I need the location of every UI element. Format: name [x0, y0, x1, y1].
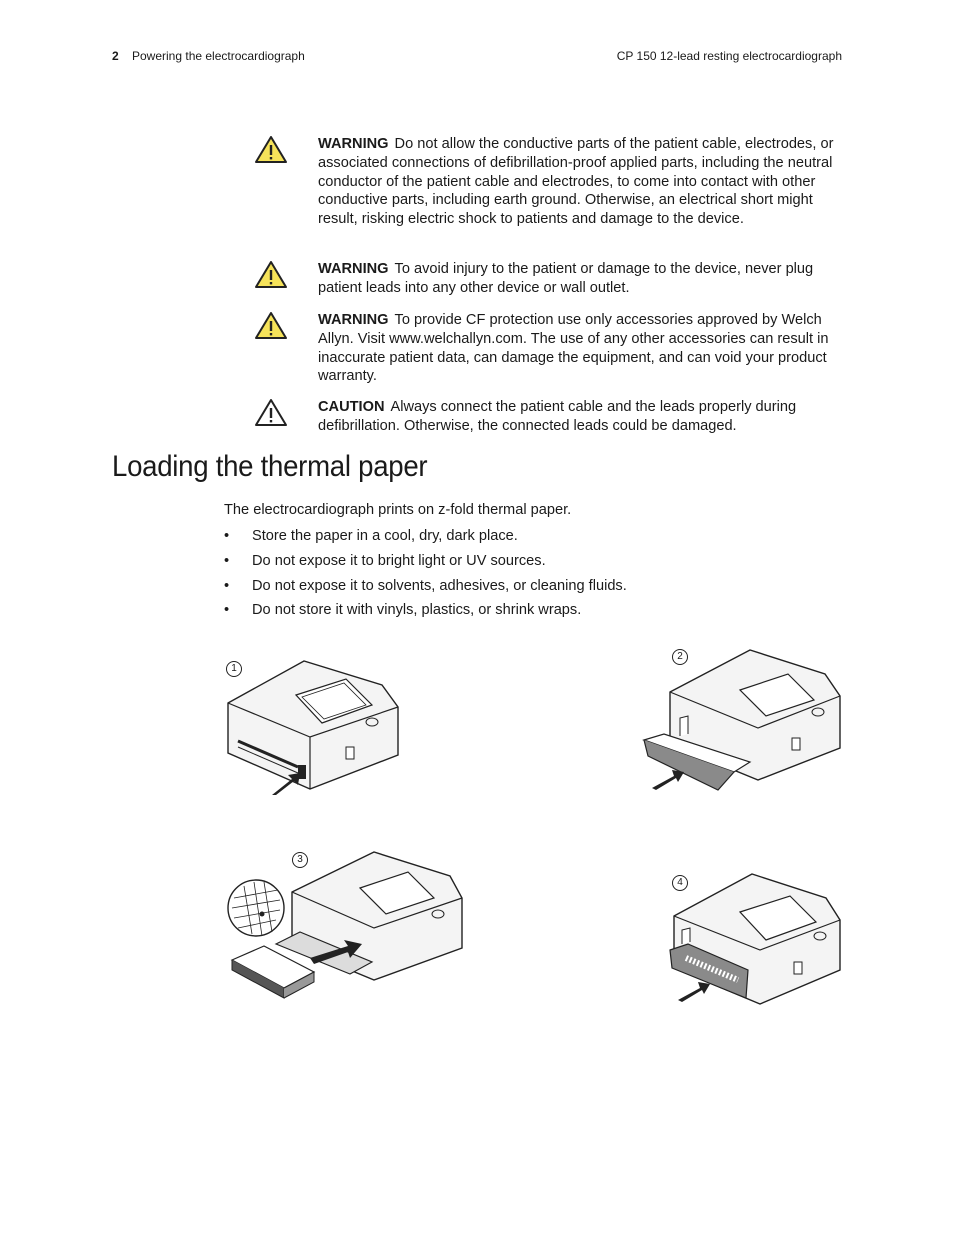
warning-notice-3 — [254, 311, 844, 389]
bullet-symbol: • — [224, 528, 230, 544]
device-illustration — [222, 655, 402, 795]
warning-notice-1 — [254, 135, 844, 250]
figure-step-4 — [664, 870, 844, 1010]
step-number: 1 — [226, 661, 242, 677]
caution-triangle-icon — [254, 398, 288, 428]
list-item-text: Do not store it with vinyls, plastics, or shrink wraps. — [252, 602, 582, 619]
device-illustration — [664, 870, 844, 1010]
page-header — [112, 49, 842, 67]
bullet-symbol: • — [224, 577, 230, 594]
notice-keyword: CAUTION — [318, 399, 385, 415]
bullet-symbol: • — [224, 602, 230, 619]
page-number: 2 — [112, 49, 119, 63]
notice-text — [318, 311, 844, 386]
notice-text — [318, 260, 844, 298]
caution-notice — [254, 398, 844, 438]
list-item-text: Do not expose it to bright light or UV sources. — [252, 552, 546, 569]
device-illustration — [224, 848, 464, 1008]
notice-body: Do not allow the conductive parts of the patient cable, electrodes, or associated connections of defibrillation-proof applied parts, including the neutral conductor of the patient cable and electrodes, to come into contact with other conductive parts, including earth ground. Otherwise, an electrical short might result, risking electric shock to patients and damage to the device. — [318, 136, 834, 228]
notice-body: Always connect the patient cable and the leads properly during defibrillation. Otherwise, the connected leads could be damaged. — [318, 399, 797, 434]
step-number: 3 — [292, 852, 308, 868]
step-number: 4 — [672, 875, 688, 891]
notice-keyword: WARNING — [318, 312, 389, 328]
notice-keyword: WARNING — [318, 136, 389, 152]
list-item-text: Do not expose it to solvents, adhesives, or cleaning fluids. — [252, 577, 627, 594]
device-illustration — [640, 648, 845, 798]
header-section-title: Powering the electrocardiograph — [132, 49, 305, 63]
header-document-title: CP 150 12-lead resting electrocardiograph — [616, 49, 842, 63]
section-heading: Loading the thermal paper — [112, 450, 428, 483]
bullet-symbol: • — [224, 552, 230, 569]
notice-text — [318, 398, 844, 436]
notice-keyword: WARNING — [318, 261, 389, 277]
notice-text — [318, 135, 844, 229]
figure-step-3 — [224, 848, 464, 1008]
warning-notice-2 — [254, 260, 844, 300]
figure-step-1 — [222, 655, 402, 795]
warning-triangle-icon — [254, 311, 288, 341]
list-item-text: Store the paper in a cool, dry, dark place. — [252, 528, 518, 544]
step-number: 2 — [672, 649, 688, 665]
warning-triangle-icon — [254, 135, 288, 165]
section-intro: The electrocardiograph prints on z-fold thermal paper. — [224, 502, 572, 518]
warning-triangle-icon — [254, 260, 288, 290]
notice-body: To avoid injury to the patient or damage to the device, never plug patient leads into any other device or wall outlet. — [318, 261, 814, 296]
figure-step-2 — [640, 648, 845, 798]
notice-body: To provide CF protection use only accessories approved by Welch Allyn. Visit www.welchallyn.com. The use of any other accessories can result in inaccurate patient data, can damage the equipment, and can void your product warranty. — [318, 312, 829, 385]
